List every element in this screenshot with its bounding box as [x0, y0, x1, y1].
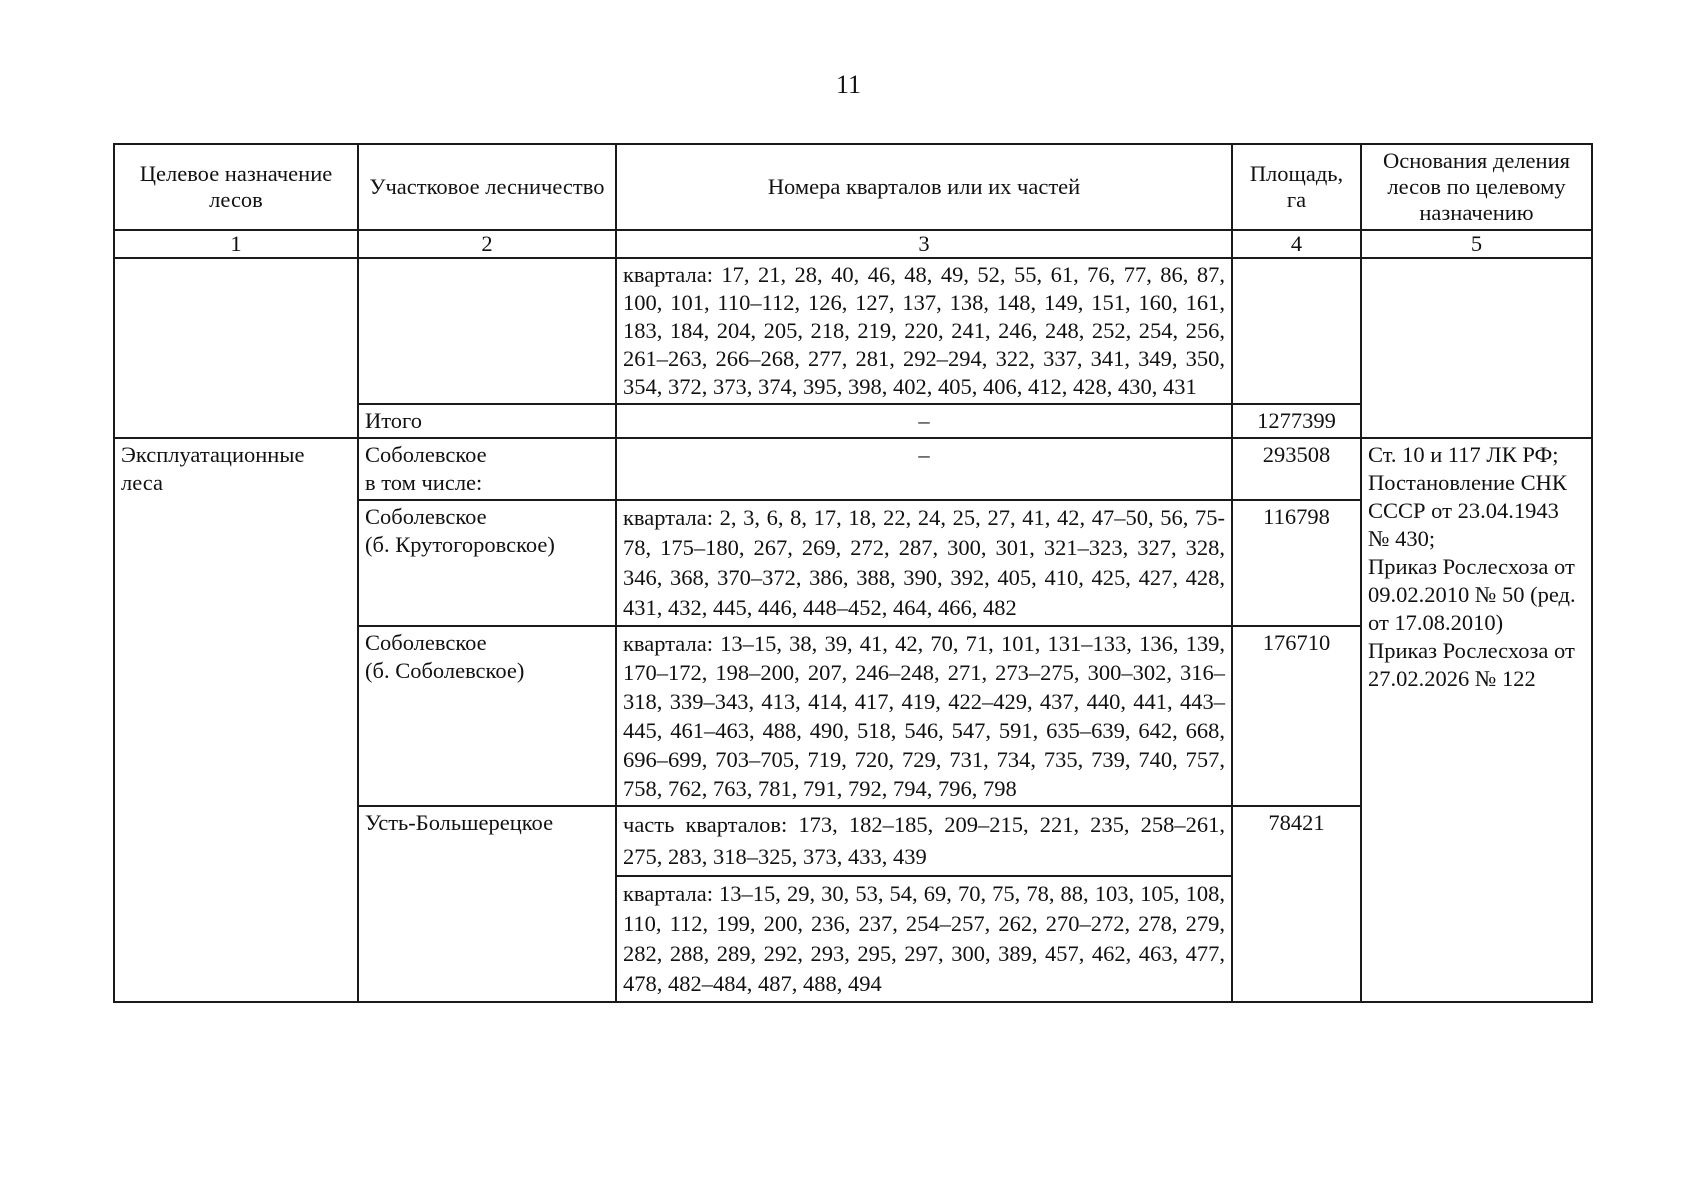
column-number: 2 — [358, 230, 616, 258]
header-row — [114, 144, 1592, 230]
forestry-former-name: (б. Крутогоровское) — [365, 532, 555, 557]
forest-purpose-table — [113, 143, 1593, 1003]
basis-line: Приказ Рослесхоза от 27.02.2026 № 122 — [1368, 638, 1575, 691]
quarters-dash: – — [616, 438, 1232, 500]
forestry-name: Соболевское — [365, 504, 487, 529]
forestry-subnote: в том числе: — [365, 470, 483, 495]
forestry-cell — [358, 438, 616, 500]
quarters-cell: квартала: 2, 3, 6, 8, 17, 18, 22, 24, 25, 27, 41, 42, 47–50, 56, 75-78, 175–180, 267, 269, 272, 287, 300, 301, 321–323, 327, 328, 346, 368, 370–372, 386, 388, 390, 392, 405, 410, 425, 427, 428, 431, 432, 445, 446, 448–452, 464, 466, 482 — [616, 500, 1232, 626]
header-area: Площадь, га — [1232, 144, 1361, 230]
forestry-cell-empty — [358, 258, 616, 404]
forestry-name: Соболевское — [365, 442, 487, 467]
area-cell: 116798 — [1232, 500, 1361, 626]
basis-line: Постановление СНК СССР от 23.04.1943 № 430; — [1368, 470, 1567, 551]
area-cell-empty — [1232, 258, 1361, 404]
itogo-label: Итого — [358, 404, 616, 438]
purpose-cell: Эксплуатационные леса — [114, 438, 358, 1002]
forestry-cell — [358, 500, 616, 626]
basis-line: Приказ Рослесхоза от 09.02.2010 № 50 (ред. от 17.08.2010) — [1368, 554, 1576, 635]
forestry-cell: Усть-Большерецкое — [358, 806, 616, 1002]
itogo-dash: – — [616, 404, 1232, 438]
forestry-cell — [358, 626, 616, 806]
table-row — [114, 438, 1592, 500]
basis-cell — [1361, 438, 1592, 1002]
forestry-former-name: (б. Соболевское) — [365, 658, 525, 683]
header-basis: Основания деления лесов по целевому назначению — [1361, 144, 1592, 230]
table-row — [114, 258, 1592, 404]
column-number: 3 — [616, 230, 1232, 258]
quarters-cell: квартала: 17, 21, 28, 40, 46, 48, 49, 52, 55, 61, 76, 77, 86, 87, 100, 101, 110–112, 126, 127, 137, 138, 148, 149, 151, 160, 161, 183, 184, 204, 205, 218, 219, 220, 241, 246, 248, 252, 254, 256, 261–263, 266–268, 277, 281, 292–294, 322, 337, 341, 349, 350, 354, 372, 373, 374, 395, 398, 402, 405, 406, 412, 428, 430, 431 — [616, 258, 1232, 404]
header-quarters: Номера кварталов или их частей — [616, 144, 1232, 230]
basis-cell-empty — [1361, 258, 1592, 438]
header-purpose: Целевое назначение лесов — [114, 144, 358, 230]
itogo-area: 1277399 — [1232, 404, 1361, 438]
area-cell: 293508 — [1232, 438, 1361, 500]
column-number: 5 — [1361, 230, 1592, 258]
quarters-part-cell: часть кварталов: 173, 182–185, 209–215, 221, 235, 258–261, 275, 283, 318–325, 373, 433, 439 — [616, 806, 1232, 876]
basis-line: Ст. 10 и 117 ЛК РФ; — [1368, 442, 1559, 467]
quarters-cell: квартала: 13–15, 38, 39, 41, 42, 70, 71, 101, 131–133, 136, 139, 170–172, 198–200, 207, 246–248, 271, 273–275, 300–302, 316–318, 339–343, 413, 414, 417, 419, 422–429, 437, 440, 441, 443–445, 461–463, 488, 490, 518, 546, 547, 591, 635–639, 642, 668, 696–699, 703–705, 719, 720, 729, 731, 734, 735, 739, 740, 757, 758, 762, 763, 781, 791, 792, 794, 796, 798 — [616, 626, 1232, 806]
header-forestry: Участковое лесничество — [358, 144, 616, 230]
area-cell: 176710 — [1232, 626, 1361, 806]
column-number: 1 — [114, 230, 358, 258]
quarters-cell: квартала: 13–15, 29, 30, 53, 54, 69, 70, 75, 78, 88, 103, 105, 108, 110, 112, 199, 200, 236, 237, 254–257, 262, 270–272, 278, 279, 282, 288, 289, 292, 293, 295, 297, 300, 389, 457, 462, 463, 477, 478, 482–484, 487, 488, 494 — [616, 876, 1232, 1002]
purpose-cell-empty — [114, 258, 358, 438]
forestry-name: Соболевское — [365, 630, 487, 655]
column-number: 4 — [1232, 230, 1361, 258]
page-number: 11 — [835, 70, 862, 99]
area-cell: 78421 — [1232, 806, 1361, 1002]
column-numbers-row — [114, 230, 1592, 258]
